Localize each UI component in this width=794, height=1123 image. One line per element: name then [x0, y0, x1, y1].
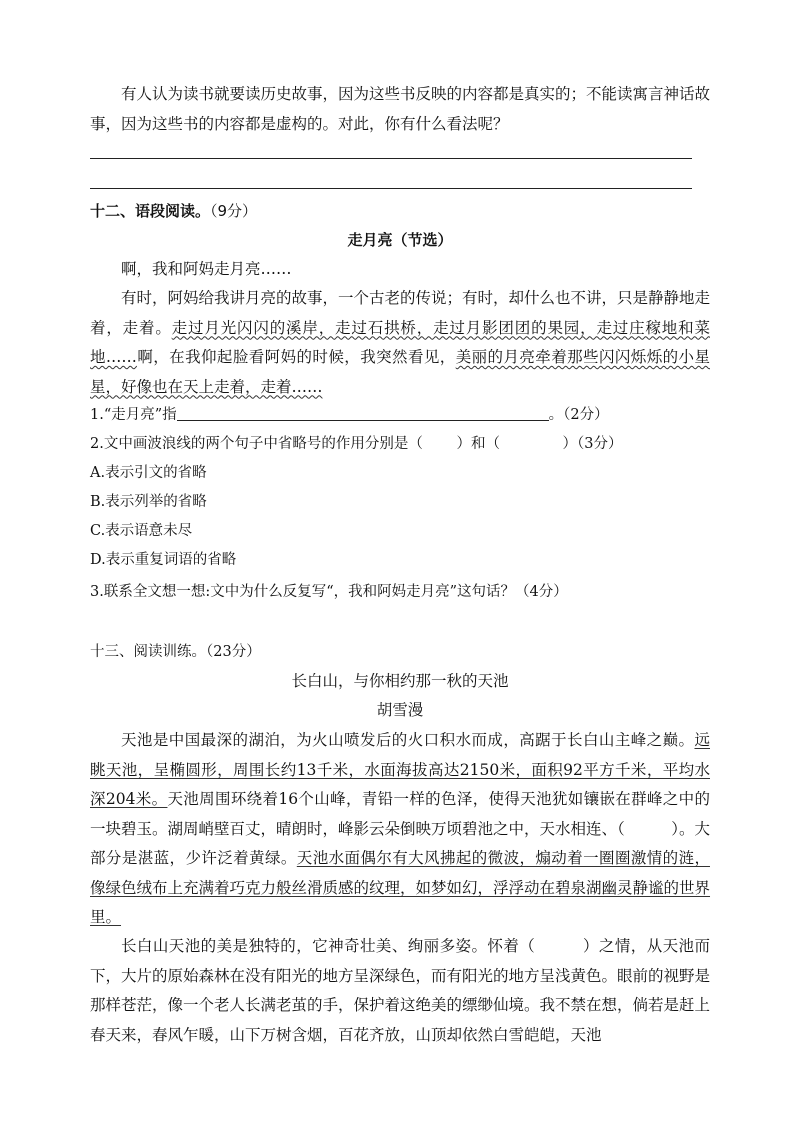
underlined-sentence-2: 天池水面偶尔有大风拂起的微波，煽动着一圈圈激情的涟，像绿色绒布上充满着巧克力般丝滑质感的纹理，如梦如幻，浮浮动在碧泉湖幽灵静谧的世界里。 [90, 849, 711, 926]
section-12-heading-main: 十二、语段阅读。 [90, 202, 211, 220]
q11-prompt: 有人认为读书就要读历史故事，因为这些书反映的内容都是真实的；不能读寓言神话故事，因为这些书的内容都是虚构的。对此，你有什么看法呢？ [90, 85, 711, 133]
wavy-sentence-2: 美丽的月亮牵着那些闪闪烁烁的小星星，好像也在天上走着，走着…… [90, 348, 710, 396]
question-1-prefix: 1.“走月亮”指 [90, 407, 177, 423]
question-1-blank[interactable] [177, 403, 549, 421]
passage-2-para-1-a: 天池是中国最深的湖泊，为火山喷发后的火口积水而成，高踞于长白山主峰之巅。 [121, 731, 695, 749]
underlined-sentence-1: 远眺天池，呈椭圆形，周围长约13千米，水面海拔高达2150米，面积92平方千米，平均水深204米。 [90, 731, 710, 808]
option-c[interactable]: C.表示语意未尽 [90, 523, 193, 539]
question-1-suffix: 。（2分） [548, 407, 609, 423]
passage-2-title: 长白山，与你相约那一秋的天池 [291, 672, 509, 690]
option-d[interactable]: D.表示重复词语的省略 [90, 552, 237, 568]
passage-2-author: 胡雪漫 [376, 701, 424, 719]
question-1 [90, 403, 609, 427]
passage-1-para-2 [90, 284, 710, 402]
option-b[interactable]: B.表示列举的省略 [90, 494, 207, 510]
passage-1-title: 走月亮（节选） [347, 231, 453, 249]
passage-2-para-1-b: 天池周围环绕着16个山峰，青铅一样的色泽，使得天池犹如镶嵌在群峰之中的一块碧玉。湖周峭壁百丈，晴朗时，峰影云朵倒映万顷碧池之中，天水相连、（ ）。大部分是湛蓝，少许泛着黄绿。 [90, 790, 711, 867]
para-2-text-b: 啊，在我仰起脸看阿妈的时候，我突然看见， [136, 348, 456, 366]
passage-1-para-1: 啊，我和阿妈走月亮…… [121, 260, 292, 278]
section-12-score: （9分） [210, 202, 258, 220]
wavy-sentence-1: 走过月光闪闪的溪岸，走过石拱桥，走过月影团团的果园，走过庄稼地和菜地…… [90, 318, 710, 366]
para-2-text-a: 有时，阿妈给我讲月亮的故事，一个古老的传说；有时，却什么也不讲，只是静静地走着，走着。 [90, 289, 711, 337]
passage-2-para-2: 长白山天池的美是独特的，它神奇壮美、绚丽多姿。怀着（ ）之情，从天池而下，大片的原始森林在没有阳光的地方呈深绿色，而有阳光的地方呈浅黄色。眼前的视野是那样苍茫，像一个老人长满老茧的手，保护着这绝美的缥缈仙境。我不禁在想，倘若是赶上春天来，春风乍暖，山下万树含烟，百花齐放，山顶却依然白雪皑皑，天池 [90, 937, 711, 1044]
passage-2-para-1 [90, 726, 710, 933]
answer-line-2[interactable] [90, 188, 692, 189]
question-2: 2.文中画波浪线的两个句子中省略号的作用分别是（ ）和（ ）（3分） [90, 436, 623, 452]
question-3: 3.联系全文想一想:文中为什么反复写“，我和阿妈走月亮”这句话？（4分） [90, 584, 568, 600]
answer-line-1[interactable] [90, 158, 692, 159]
section-12-heading [90, 197, 710, 227]
option-a[interactable]: A.表示引文的省略 [90, 465, 207, 481]
section-13-heading: 十三、阅读训练。（23分） [90, 644, 261, 660]
